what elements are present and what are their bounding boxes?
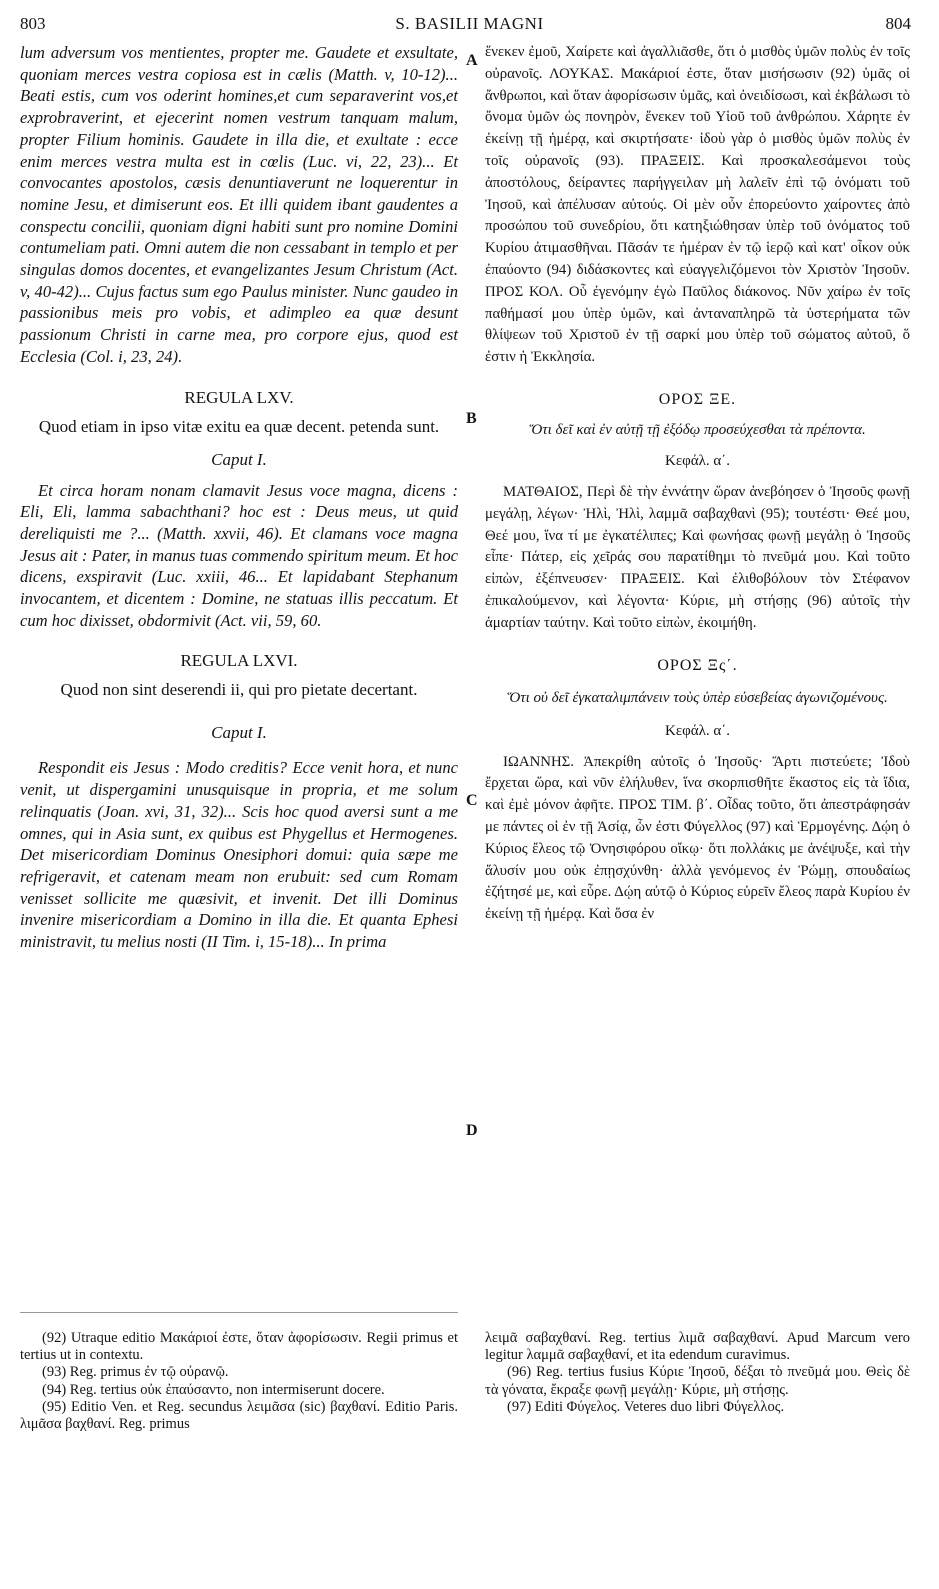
horos-65-title: Ὅτι δεῖ καὶ ἐν αὐτῇ τῇ ἐξόδῳ προσεύχεσθαι τὰ πρέποντα. <box>529 421 866 438</box>
horos-66-heading: ΟΡΟΣ Ξς΄. <box>657 656 738 674</box>
footnote-94: (94) Reg. tertius οὐκ ἐπαύσαντο, non intermiserunt docere. <box>42 1381 385 1398</box>
regula-65-heading: REGULA LXV. <box>184 387 294 407</box>
margin-marker-b: B <box>466 410 477 427</box>
greek-paragraph-intro: ἕνεκεν ἐμοῦ, Χαίρετε καὶ ἀγαλλιᾶσθε, ὅτι ὁ μισθὸς ὑμῶν πολὺς ἐν τοῖς οὐρανοῖς. ΛΟΥΚΑΣ. Μακάριοί ἐστε, ὅταν μισήσωσιν (92) ὑμᾶς οἱ ἄνθρωποι, καὶ ὅταν ἀφορίσωσιν ὑμᾶς, καὶ ὀνειδίσωσι, καὶ ἐκβάλωσι τὸ ὄνομα ὑμῶν ὡς πονηρὸν, ἕνεκεν τοῦ Υἱοῦ τοῦ ἀνθρώπου. Χάρητε ἐν ἐκείνῃ τῇ ἡμέρᾳ, καὶ σκιρτήσατε· ἰδοὺ γὰρ ὁ μισθὸς ὑμῶν πολὺς ἐν τοῖς οὐρανοῖς (93). ΠΡΑΞΕΙΣ. Καὶ προσκαλεσάμενοι τοὺς ἀποστόλους, δείραντες παρήγγειλαν μὴ λαλεῖν ἐπὶ τῷ ὀνόματι τοῦ Ἰησοῦ, καὶ ἀπέλυσαν αὐτούς. Οἱ μὲν οὖν ἐπορεύοντο χαίροντες ἀπὸ προσώπου τοῦ συνεδρίου, ὅτι κατηξιώθησαν ὑπὲρ τοῦ ὀνόματος τοῦ Κυρίου ἀτιμασθῆναι. Πᾶσάν τε ἡμέραν ἐν τῷ ἱερῷ καὶ κατ' οἶκον οὐκ ἐπαύοντο (94) διδάσκοντες καὶ εὐαγγελιζόμενοι τὸν Χριστὸν Ἰησοῦν. ΠΡΟΣ ΚΟΛ. Οὗ ἐγενόμην ἐγὼ Παῦλος διάκονος. Νῦν χαίρω ἐν τοῖς παθήμασί μου ὑπὲρ ὑμῶν, καὶ ἀνταναπληρῶ τὰ ὑστερήματα τῶν θλίψεων τοῦ Χριστοῦ ἐν τῇ σαρκί μου ὑπὲρ τοῦ σώματος αὐτοῦ, ὅ ἐστιν ἡ Ἐκκλησία. <box>485 44 910 366</box>
footnote-93: (93) Reg. primus ἐν τῷ οὐρανῷ. <box>42 1364 229 1381</box>
footnote-96: (96) Reg. tertius fusius Κύριε Ἰησοῦ, δέξαι τὸ πνεῦμά μου. Θεὶς δὲ τὰ γόνατα, ἔκραξε φωνῇ μεγάλῃ· Κύριε, μὴ στήσῃς. <box>485 1364 910 1398</box>
regula-66-heading: REGULA LXVI. <box>180 651 298 671</box>
page-number-right: 804 <box>885 14 911 33</box>
regula-66-caput: Caput I. <box>211 723 267 743</box>
horos-65-kephal: Κεφάλ. α΄. <box>664 452 731 469</box>
regula-66-text: Respondit eis Jesus : Modo creditis? Ecce venit hora, et nunc venit, ut dispergamini unusquisque in propria, et me solum relinquatis (Joan. xvi, 31, 32)... Scis hoc quod aversi sunt a me omnes, qui in Asia sunt, ex quibus est Phygellus et Hermogenes. Det misericordiam Dominus Onesiphori domui: quia sæpe me refrigeravit, et catenam meam non erubuit: sed cum Romam venisset sollicite me quæsivit, et invenit. Det illi Dominus invenire misericordiam a Domino in illa die. Et quanta Ephesi ministravit, tu melius nosti (II Tim. i, 15-18)... In prima <box>20 758 458 952</box>
horos-66-text: ΙΩΑΝΝΗΣ. Ἀπεκρίθη αὐτοῖς ὁ Ἰησοῦς· Ἄρτι πιστεύετε; Ἰδοὺ ἔρχεται ὥρα, καὶ νῦν ἐλήλυθεν, ἵνα σκορπισθῆτε ἕκαστος εἰς τὰ ἴδια, καὶ ἐμὲ μόνον ἀφῆτε. ΠΡΟΣ ΤΙΜ. β΄. Οἶδας τοῦτο, ὅτι ἀπεστράφησάν με πάντες οἱ ἐν τῇ Ἀσίᾳ, ὧν ἐστι Φύγελλος (97) καὶ Ἑρμογένης. Δῴη ὁ Κύριος ἔλεος τῷ Ὀνησιφόρου οἴκῳ· ὅτι πολλάκις με ἀνέψυξε, καὶ τὴν ἅλυσίν μου οὐκ ἐπῃσχύνθη· ἀλλὰ γενόμενος ἐν Ῥώμῃ, σπουδαίως ἐζήτησέ με, καὶ εὗρε. Δῴη αὐτῷ ὁ Κύριος εὑρεῖν ἔλεος παρὰ Κυρίου ἐν ἐκείνῃ τῇ ἡμέρᾳ. Καὶ ὅσα ἐν <box>485 753 910 923</box>
footnote-divider <box>20 1312 458 1313</box>
greek-column <box>485 42 910 926</box>
horos-66-kephal: Κεφάλ. α΄. <box>664 722 731 739</box>
footnotes-right <box>485 1330 910 1416</box>
footnote-97: (97) Editi Φύγελος. Veteres duo libri Φύγελλος. <box>507 1398 785 1415</box>
margin-marker-d: D <box>466 1122 478 1139</box>
page-number-left: 803 <box>20 14 46 33</box>
regula-65-text: Et circa horam nonam clamavit Jesus voce magna, dicens : Eli, Eli, lamma sabachthani? hoc est : Deus meus, ut quid dereliquisti me ?... (Matth. xxvii, 46). Et clamans voce magna Jesus ait : Pater, in manus tuas commendo spiritum meum. Et hoc dicens, exspiravit (Luc. xxiii, 46... Et lapidabant Stephanum invocantem, et dicentem : Domine, ne statuas illis peccatum. Et cum hoc dixisset, obdormivit (Act. vii, 59, 60. <box>20 480 458 630</box>
footnote-92: (92) Utraque editio Μακάριοί ἐστε, ὅταν ἀφορίσωσιν. Regii primus et tertius ut in contextu. <box>20 1330 458 1364</box>
footnotes-left <box>20 1330 458 1433</box>
regula-65-title: Quod etiam in ipso vitæ exitu ea quæ decent. petenda sunt. <box>38 416 440 436</box>
horos-65-heading: ΟΡΟΣ ΞΕ. <box>658 390 737 408</box>
latin-paragraph-intro: lum adversum vos mentientes, propter me. Gaudete et exsultate, quoniam merces vestra copiosa est in cælis (Matth. v, 10-12)... Beati estis, cum vos oderint homines,et cum separaverint vos,et exprobraverint, et ejecerint nomen vestrum tanquam malum, propter Filium hominis. Gaudete in illa die, et exultate : ecce enim merces vestra multa est in cœlis (Luc. vi, 22, 23)... Et convocantes apostolos, cæsis denuntiaverunt ne loquerentur in nomine Jesu, et dimiserunt eos. Et illi quidem ibant gaudentes a conspectu concilii, quoniam digni habiti sunt pro nomine Domini contumeliam pati. Omni autem die non cessabant in templo et per singulas domos docentes, et evangelizantes Jesum Christum (Act. v, 40-42)... Cujus factus sum ego Paulus minister. Nunc gaudeo in passionibus meis pro vobis, et adimpleo ea quæ desunt passionum Christi in carne mea, pro corpore ejus, quod est Ecclesia (Col. i, 23, 24). <box>20 43 458 366</box>
regula-66-title: Quod non sint deserendi ii, qui pro pietate decertant. <box>60 680 418 700</box>
footnote-95-continued: λειμᾶ σαβαχθανί. Reg. tertius λιμᾶ σαβαχθανί. Apud Marcum vero legitur λαμμᾶ σαβαχθανί, et ita edendum curavimus. <box>485 1330 910 1364</box>
margin-marker-c: C <box>466 792 478 809</box>
running-title: S. BASILII MAGNI <box>395 14 544 33</box>
latin-column <box>20 42 458 953</box>
regula-65-caput: Caput I. <box>211 449 267 469</box>
horos-65-text: ΜΑΤΘΑΙΟΣ, Περὶ δὲ τὴν ἐννάτην ὥραν ἀνεβόησεν ὁ Ἰησοῦς φωνῇ μεγάλῃ, λέγων· Ἠλὶ, Ἠλὶ, λαμμᾶ σαβαχθανὶ (95); τουτέστι· Θεέ μου, Θεέ μου, ἵνα τί με ἐγκατέλιπες; Καὶ φωνήσας φωνῇ μεγάλῃ ὁ Ἰησοῦς εἶπε· Πάτερ, εἰς χεῖράς σου παρατίθημι τὸ πνεῦμά μου. Καὶ τοῦτο εἰπὼν, ἐξέπνευσεν· ΠΡΑΞΕΙΣ. Καὶ ἐλιθοβόλουν τὸν Στέφανον ἐπικαλούμενον, καὶ λέγοντα· Κύριε, μὴ στήσῃς (96) αὐτοῖς τὴν ἁμαρτίαν ταύτην. Καὶ τοῦτο εἰπὼν, ἐκοιμήθη. <box>485 483 910 631</box>
footnote-95: (95) Editio Ven. et Reg. secundus λειμᾶσα (sic) βαχθανί. Editio Paris. λιμᾶσα βαχθανί. Reg. primus <box>20 1398 458 1433</box>
horos-66-title: Ὅτι οὐ δεῖ ἐγκαταλιμπάνειν τοὺς ὑπὲρ εὐσεβείας ἀγωνιζομένους. <box>507 689 888 706</box>
margin-marker-a: A <box>466 52 478 69</box>
